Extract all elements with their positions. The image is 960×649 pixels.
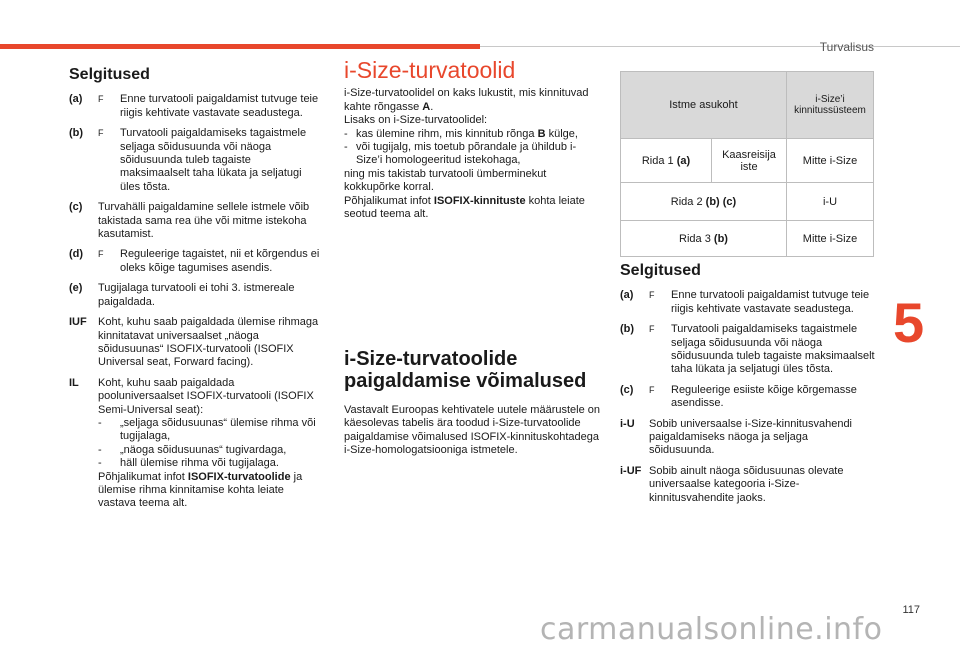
- isize-paragraph: ning mis takistab turvatooli ümberminekut kokkupõrke korral.: [344, 167, 547, 194]
- checkbox-icon: F: [649, 290, 655, 301]
- legend-key: (b): [620, 323, 635, 336]
- isize-title: i-Size-turvatoolid: [344, 57, 516, 83]
- legend-key: i-U: [620, 417, 635, 430]
- middle-column: [344, 57, 602, 221]
- isize-paragraph: i-Size-turvatoolidel on kaks lukustit, mis kinnituvad kahte rõngasse A.: [344, 87, 589, 113]
- table-cell-row2-value: i-U: [787, 183, 874, 221]
- legend-key: IUF: [69, 316, 87, 329]
- legend-key: (c): [620, 383, 634, 396]
- checkbox-icon: F: [98, 249, 104, 260]
- legend-item: [620, 418, 876, 458]
- legend-text: Koht, kuhu saab paigaldada ülemise rihmaga kinnitatavat universaalset „näoga sõidusuunas“ ISOFIX-turvatooli (ISOFIX Universal seat, Forward facing).: [98, 316, 319, 369]
- header-divider: [480, 46, 960, 47]
- legend-text: Turvahälli paigaldamine sellele istmele võib takistada sama rea ühe või mitme istekoha kasutamist.: [98, 201, 310, 241]
- legend-key: (a): [620, 289, 634, 302]
- legend-text: Reguleerige tagaistet, nii et kõrgendus ei oleks kõige tagumises asendis.: [120, 248, 320, 274]
- table-cell-row3-value: Mitte i-Size: [787, 221, 874, 257]
- checkbox-icon: F: [98, 128, 104, 139]
- il-intro: Koht, kuhu saab paigaldada pooluniversaalset ISOFIX-turvatooli (ISOFIX Semi-Universal seat):: [98, 376, 314, 416]
- install-options-title: i-Size-turvatoolide paigaldamise võimalused: [344, 348, 587, 392]
- legend-item: [69, 201, 321, 241]
- legend-item: [69, 316, 321, 370]
- legend-item: [69, 282, 321, 309]
- legend-text: Enne turvatooli paigaldamist tutvuge teie riigis kehtivate vastavate seadustega.: [671, 289, 870, 315]
- legend-text: Tugijalaga turvatooli ei tohi 3. istmereale paigaldada.: [98, 282, 295, 308]
- legend-text: Sobib ainult näoga sõidusuunas olevate universaalse kategooria i-Size-kinnitusvahendite jaoks.: [649, 464, 844, 504]
- legend-key: IL: [69, 376, 79, 389]
- legend-item-il: [69, 377, 321, 511]
- legend-key: (c): [69, 201, 83, 214]
- legend-item: [620, 323, 876, 377]
- isize-paragraph: Põhjalikumat infot ISOFIX-kinnituste kohta leiate seotud teema alt.: [344, 194, 585, 221]
- checkbox-icon: F: [98, 94, 104, 105]
- il-bullet: - häll ülemise rihma või tugijalaga.: [98, 457, 279, 470]
- checkbox-icon: F: [649, 384, 655, 395]
- table-header-seat: Istme asukoht: [621, 72, 787, 139]
- legend-item: [69, 93, 321, 120]
- legend-key: i-UF: [620, 464, 642, 477]
- left-legend-list: [69, 93, 321, 369]
- legend-text: Turvatooli paigaldamiseks tagaistmele seljaga sõidusuunda või näoga sõidusuunda tuleb tagaiste maksimaalselt taha lükata ja seljatugi üles tõsta.: [671, 323, 875, 376]
- left-column: [69, 68, 321, 518]
- right-legend-title: Selgitused: [620, 262, 701, 279]
- header-accent-bar: [0, 44, 480, 49]
- il-bullet: - „näoga sõidusuunas“ tugivardaga,: [98, 443, 287, 456]
- legend-text: Turvatooli paigaldamiseks tagaistmele seljaga sõidusuunda või näoga sõidusuunda tuleb tagaiste maksimaalselt taha lükata ja seljatugi üles tõsta.: [120, 127, 307, 193]
- install-options-paragraph: Vastavalt Euroopas kehtivatele uutele määrustele on käesolevas tabelis ära toodud i-Size-turvatoolide paigaldamise võimalused ISOFIX-kinnituskohtadega i-Size-homologatsiooniga istmetele.: [344, 404, 601, 457]
- watermark: carmanualsonline.info: [540, 612, 883, 647]
- legend-item: [69, 127, 321, 194]
- legend-key: (b): [69, 127, 84, 140]
- il-outro: Põhjalikumat infot ISOFIX-turvatoolide ja ülemise rihma kinnitamise kohta leiate vastava teema alt.: [98, 470, 303, 510]
- table-cell-row3: Rida 3 (b): [621, 221, 787, 257]
- table-cell-row2: Rida 2 (b) (c): [621, 183, 787, 221]
- legend-key: (e): [69, 282, 83, 295]
- isize-bullet: - või tugijalg, mis toetub põrandale ja ühildub i-Size’i homologeeritud istekohaga,: [344, 141, 577, 167]
- legend-key: (d): [69, 248, 84, 261]
- page-number: 117: [902, 604, 920, 616]
- right-column: [620, 264, 876, 512]
- section-title: Turvalisus: [819, 40, 874, 54]
- legend-text: Reguleerige esiiste kõige kõrgemasse asendisse.: [671, 383, 857, 410]
- legend-key: (a): [69, 93, 83, 106]
- legend-text: Sobib universaalse i-Size-kinnitusvahendi paigaldamiseks näoga ja seljaga sõidusuunda.: [649, 417, 853, 457]
- isize-bullet: - kas ülemine rihm, mis kinnitub rõnga B külge,: [344, 127, 578, 140]
- il-bullet: - „seljaga sõidusuunas“ ülemise rihma või tugijalaga,: [98, 416, 316, 443]
- legend-item: [620, 289, 876, 316]
- isize-table: [620, 71, 874, 257]
- legend-item: [69, 248, 321, 275]
- legend-item: [620, 465, 876, 505]
- left-legend-title: Selgitused: [69, 66, 150, 83]
- chapter-number: 5: [893, 291, 925, 354]
- legend-item: [620, 384, 876, 411]
- checkbox-icon: F: [649, 324, 655, 335]
- isize-paragraph: Lisaks on i-Size-turvatoolidel:: [344, 114, 488, 127]
- table-cell-row1-sub: Kaasreisija iste: [712, 139, 787, 183]
- table-cell-row1-value: Mitte i-Size: [787, 139, 874, 183]
- middle-lower: [344, 348, 602, 458]
- right-legend-list: [620, 289, 876, 505]
- table-header-system: i-Size’i kinnitussüsteem: [787, 72, 874, 139]
- table-cell-row1: Rida 1 (a): [621, 139, 712, 183]
- legend-text: Enne turvatooli paigaldamist tutvuge teie riigis kehtivate vastavate seadustega.: [120, 93, 319, 119]
